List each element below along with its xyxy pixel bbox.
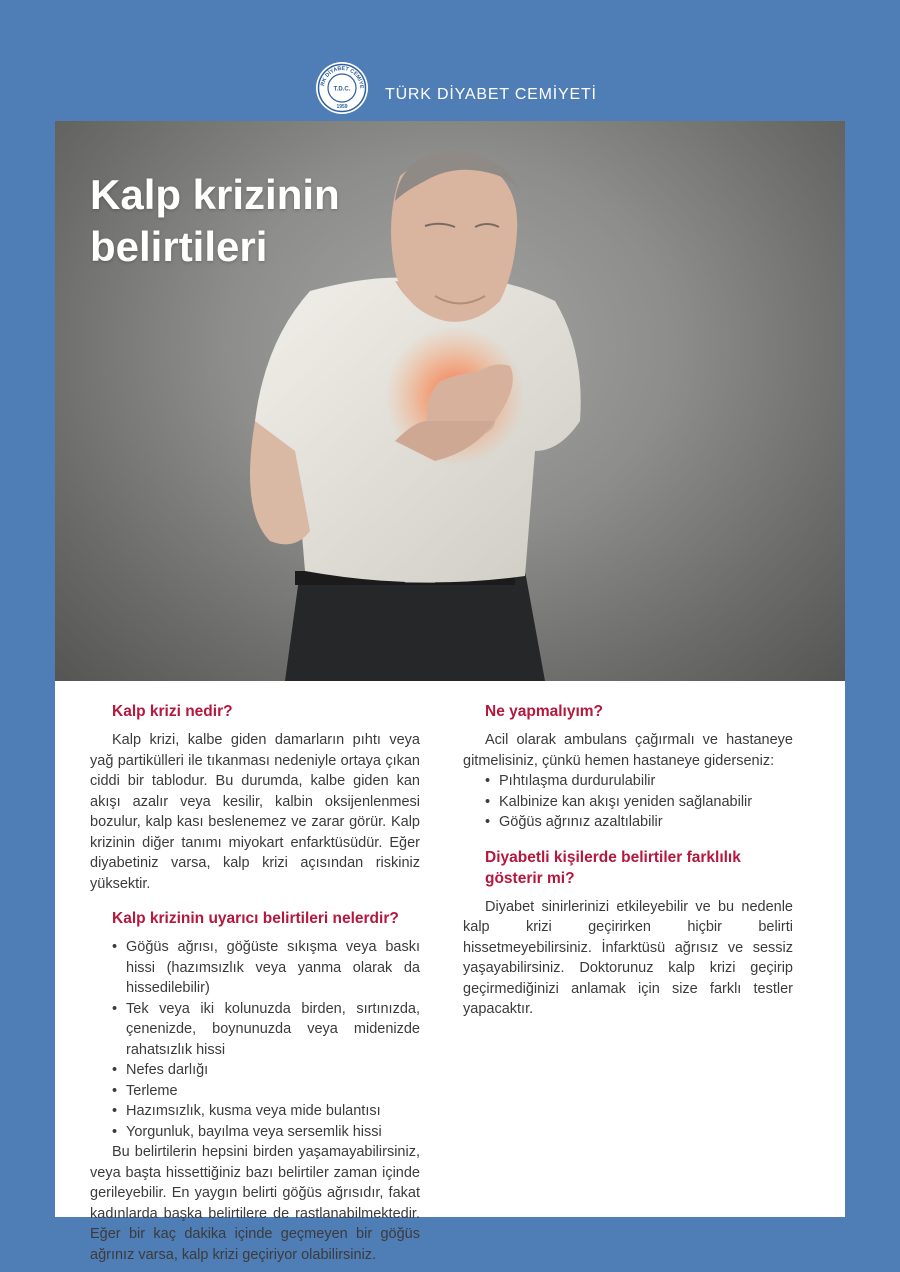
what-is-paragraph: Kalp krizi, kalbe giden damarların pıhtı veya yağ partikülleri ile tıkanması nedeniyle ortaya çıkan ciddi bir tablodur. Bu durumda, kalbe giden kan akışı azalır veya kesilir, kalbin oksijenlenmesi bozulur, kalp kası beslenemez ve zarar görür. Kalp krizinin diğer tanımı miyokart enfarktüsüdür. Eğer diyabetiniz varsa, kalp krizi açısından riskiniz yüksektir. — [90, 732, 420, 892]
page-header — [0, 62, 900, 116]
list-item: • Nefes darlığı — [90, 1060, 420, 1081]
list-item: • Göğüs ağrınız azaltılabilir — [463, 812, 793, 833]
section-heading-what-to-do: Ne yapmalıyım? — [485, 703, 604, 720]
logo-year: 1959 — [336, 104, 348, 110]
section-heading-diabetics: Diyabetli kişilerde belirtiler farklılık gösterir mi? — [485, 848, 741, 887]
list-item: • Pıhtılaşma durdurulabilir — [463, 771, 793, 792]
tdc-logo — [316, 62, 368, 114]
list-item: • Yorgunluk, bayılma veya sersemlik hissi — [90, 1122, 420, 1143]
organization-name: TÜRK DİYABET CEMİYETİ — [385, 86, 597, 103]
list-item: • Göğüs ağrısı, göğüste sıkışma veya baskı hissi (hazımsızlık veya yanma olarak da hissedilebilir) — [90, 937, 420, 999]
diabetics-paragraph: Diyabet sinirlerinizi etkileyebilir ve bu nedenle kalp krizi geçirirken hiçbir belirti hissetmeyebilirsiniz. İnfarktüsü ağrısız ve sessiz yaşayabilirsiniz. Doktorunuz kalp krizi geçirip geçirmediğinizi anlamak için size farklı testler yapacaktır. — [463, 898, 793, 1017]
symptom-list — [90, 937, 420, 1142]
list-item: • Kalbinize kan akışı yeniden sağlanabilir — [463, 792, 793, 813]
left-column — [90, 701, 420, 1265]
logo-ring-text: RK DİYABET CEMİYE — [320, 65, 365, 89]
logo-initials: T.D.C. — [333, 86, 351, 93]
benefit-list — [463, 771, 793, 833]
list-item: • Terleme — [90, 1081, 420, 1102]
warning-signs-paragraph: Bu belirtilerin hepsini birden yaşamayabilirsiniz, veya başta hissettiğiniz bazı belirtiler zaman içinde gerileyebilir. En yaygın belirti göğüs ağrısıdır, fakat kadınlarda başka belirtilere de rastlanabilmektedir. Eğer bir kaç dakika içinde geçmeyen bir göğüs ağrınız varsa, kalp krizi geçiriyor olabilirsiniz. — [90, 1144, 420, 1263]
list-item: • Tek veya iki kolunuzda birden, sırtınızda, çenenizde, boynunuzda veya midenizde rahatsızlık hissi — [90, 999, 420, 1061]
hero-photo — [55, 121, 845, 681]
content-card — [55, 121, 845, 1263]
what-to-do-paragraph: Acil olarak ambulans çağırmalı ve hastaneye gitmelisiniz, çünkü hemen hastaneye giderseniz: — [463, 732, 793, 769]
list-item: • Hazımsızlık, kusma veya mide bulantısı — [90, 1101, 420, 1122]
right-column — [463, 701, 793, 1020]
page-title: Kalp krizinin belirtileri — [90, 171, 340, 270]
section-heading-warning-signs: Kalp krizinin uyarıcı belirtileri nelerdir? — [112, 910, 399, 927]
section-heading-what-is: Kalp krizi nedir? — [112, 703, 233, 720]
